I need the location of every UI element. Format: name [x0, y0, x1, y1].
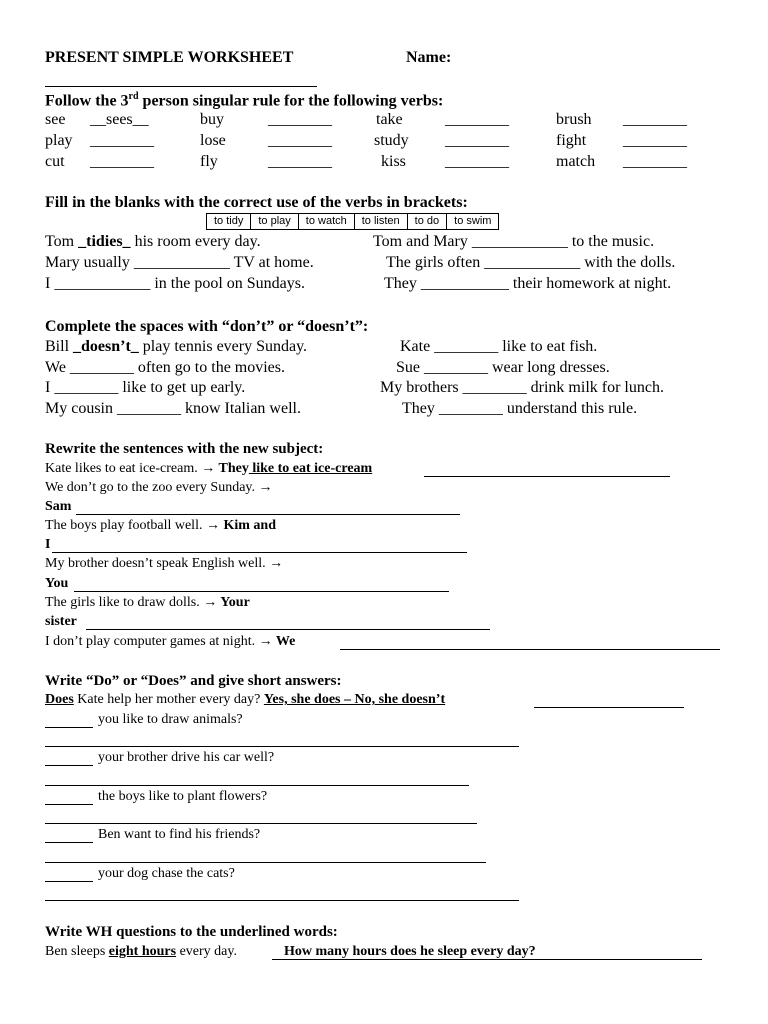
new-subject: You [45, 576, 69, 591]
verb-word: fight [556, 132, 587, 149]
answer-line[interactable] [45, 900, 519, 901]
question-text: your brother drive his car well? [98, 750, 275, 765]
answer-blank[interactable]: ____________ [54, 275, 151, 292]
verb-word: see [45, 111, 66, 128]
answer-blank[interactable]: ____________ [471, 233, 568, 250]
new-subject: Sam [45, 499, 72, 514]
dont-sentence-left: We ________ often go to the movies. [45, 359, 286, 376]
verb-word: buy [200, 111, 224, 128]
rewrite-line-1: Kate likes to eat ice-cream. → They like to eat ice-cream [45, 461, 373, 476]
answer-line [272, 959, 702, 960]
dont-sentence-left: My cousin ________ know Italian well. [45, 400, 301, 417]
example-answer: _tidies_ [78, 233, 131, 250]
name-label: Name: [406, 49, 452, 66]
verb-box-item: to swim [447, 214, 499, 230]
new-subject: I [45, 537, 51, 552]
answer-line[interactable] [86, 629, 490, 630]
verb-answer[interactable]: ________ [445, 132, 509, 149]
question-text: Ben want to find his friends? [98, 827, 261, 842]
answer-blank[interactable]: ________ [462, 379, 527, 396]
verb-word: lose [200, 132, 226, 149]
answer-blank[interactable]: ________ [54, 379, 119, 396]
dont-sentence-right: Kate ________ like to eat fish. [400, 338, 598, 355]
dont-sentence-right: My brothers ________ drink milk for lunch. [380, 379, 664, 396]
name-answer-line [45, 86, 317, 87]
do-does-blank[interactable] [45, 881, 93, 882]
dont-sentence-right: Sue ________ wear long dresses. [396, 359, 610, 376]
question-text: the boys like to plant flowers? [98, 789, 268, 804]
rewrite-line-4: My brother doesn’t speak English well. → [45, 556, 284, 571]
rewrite-line-2: We don’t go to the zoo every Sunday. → [45, 480, 273, 495]
wh-question-example: Ben sleeps eight hours every day. [45, 944, 237, 959]
fill-sentence-left: Tom _tidies_ his room every day. [45, 233, 261, 250]
example-answer: _doesn’t_ [73, 338, 139, 355]
fill-sentence-left: I ____________ in the pool on Sundays. [45, 275, 305, 292]
do-does-blank[interactable] [45, 765, 93, 766]
answer-line[interactable] [45, 862, 486, 863]
verb-answer[interactable]: ________ [623, 132, 687, 149]
verb-box [206, 213, 499, 230]
verb-box-item: to do [407, 214, 446, 230]
verb-box-item: to listen [354, 214, 407, 230]
verb-word: kiss [381, 153, 406, 170]
answer-blank[interactable]: ________ [117, 400, 181, 417]
answer-blank[interactable]: ________ [438, 400, 503, 417]
page-title: PRESENT SIMPLE WORKSHEET [45, 49, 294, 66]
verb-answer[interactable]: ________ [90, 132, 154, 149]
verb-answer[interactable]: ________ [268, 132, 332, 149]
dont-sentence-left: Bill _doesn’t_ play tennis every Sunday. [45, 338, 308, 355]
do-does-blank[interactable] [45, 804, 93, 805]
verb-word: play [45, 132, 73, 149]
rewrite-line-3: The boys play football well. → Kim and [45, 518, 276, 533]
do-does-blank[interactable] [45, 842, 93, 843]
verb-answer[interactable]: ________ [445, 111, 509, 128]
answer-blank[interactable]: ________ [424, 359, 488, 376]
verb-answer[interactable]: __sees__ [90, 111, 149, 128]
verb-word: brush [556, 111, 592, 128]
answer-line[interactable] [424, 476, 670, 477]
verb-word: fly [200, 153, 218, 170]
verb-box-item: to tidy [207, 214, 251, 230]
answer-blank[interactable]: ________ [434, 338, 499, 355]
section6-heading: Write WH questions to the underlined words: [45, 924, 338, 940]
section4-heading: Rewrite the sentences with the new subject: [45, 441, 324, 457]
rewrite-line-5: The girls like to draw dolls. → Your [45, 595, 250, 610]
verb-box-item: to watch [298, 214, 354, 230]
verb-answer[interactable]: ________ [623, 153, 687, 170]
verb-box-item: to play [251, 214, 298, 230]
fill-sentence-left: Mary usually ____________ TV at home. [45, 254, 314, 271]
short-answer-example: Does Kate help her mother every day? Yes, she does – No, she doesn’t [45, 692, 446, 707]
verb-answer[interactable]: ________ [623, 111, 687, 128]
answer-line[interactable] [45, 785, 469, 786]
section2-heading: Fill in the blanks with the correct use of the verbs in brackets: [45, 194, 468, 211]
fill-sentence-right: Tom and Mary ____________ to the music. [373, 233, 655, 250]
answer-line[interactable] [76, 514, 460, 515]
fill-sentence-right: They ___________ their homework at night. [384, 275, 672, 292]
dont-sentence-left: I ________ like to get up early. [45, 379, 246, 396]
do-does-blank[interactable] [45, 727, 93, 728]
answer-line[interactable] [45, 746, 519, 747]
verb-answer[interactable]: ________ [268, 153, 332, 170]
dont-sentence-right: They ________ understand this rule. [402, 400, 638, 417]
answer-line[interactable] [74, 591, 449, 592]
section1-heading: Follow the 3rd person singular rule for the following verbs: [45, 91, 444, 110]
new-subject: sister [45, 614, 77, 629]
example-answer: like to eat ice-cream [248, 461, 373, 476]
answer-line[interactable] [340, 649, 720, 650]
question-text: your dog chase the cats? [98, 866, 235, 881]
verb-answer[interactable]: ________ [90, 153, 154, 170]
verb-word: cut [45, 153, 65, 170]
answer-blank[interactable]: ____________ [133, 254, 230, 271]
rewrite-line-6: I don’t play computer games at night. → We [45, 634, 296, 649]
answer-blank[interactable]: ___________ [420, 275, 509, 292]
question-text: you like to draw animals? [98, 712, 243, 727]
fill-sentence-right: The girls often ____________ with the dolls. [386, 254, 676, 271]
answer-line [534, 707, 684, 708]
verb-word: take [376, 111, 403, 128]
verb-word: match [556, 153, 596, 170]
answer-line[interactable] [52, 552, 467, 553]
verb-word: study [374, 132, 409, 149]
verb-answer[interactable]: ________ [445, 153, 509, 170]
section3-heading: Complete the spaces with “don’t” or “doesn’t”: [45, 318, 369, 335]
answer-blank[interactable]: ____________ [484, 254, 581, 271]
answer-blank[interactable]: ________ [69, 359, 134, 376]
verb-answer[interactable]: ________ [268, 111, 332, 128]
answer-line[interactable] [45, 823, 477, 824]
section5-heading: Write “Do” or “Does” and give short answers: [45, 673, 342, 689]
example-answer: How many hours does he sleep every day? [284, 944, 536, 959]
